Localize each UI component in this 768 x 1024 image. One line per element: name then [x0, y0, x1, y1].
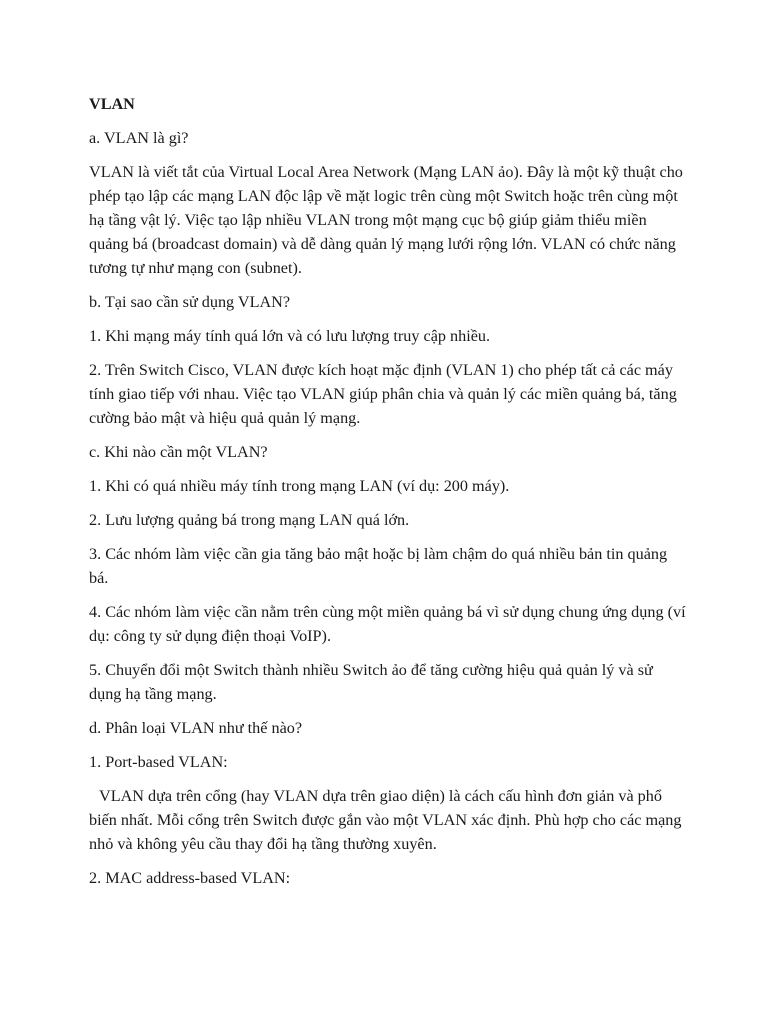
- list-item-port-based: 1. Port-based VLAN:: [89, 753, 228, 771]
- paragraph-port-based-description: VLAN dựa trên cổng (hay VLAN dựa trên giao diện) là cách cấu hình đơn giản và phổ biến nhất. Mỗi cổng trên Switch được gắn vào một VLAN xác định. Phù hợp cho các mạng nhỏ và không yêu cầu thay đổi hạ tầng thường xuyên.: [89, 787, 682, 853]
- list-item-when-2: 2. Lưu lượng quảng bá trong mạng LAN quá lớn.: [89, 511, 410, 529]
- list-item-when-3: 3. Các nhóm làm việc cần gia tăng bảo mật hoặc bị làm chậm do quá nhiều bản tin quảng bá.: [89, 545, 668, 587]
- heading-why-use-vlan: b. Tại sao cần sử dụng VLAN?: [89, 293, 291, 311]
- list-item-when-4: 4. Các nhóm làm việc cần nằm trên cùng một miền quảng bá vì sử dụng chung ứng dụng (ví dụ: công ty sử dụng điện thoại VoIP).: [89, 603, 686, 645]
- list-item-when-1: 1. Khi có quá nhiều máy tính trong mạng LAN (ví dụ: 200 máy).: [89, 477, 510, 495]
- list-item-why-1: 1. Khi mạng máy tính quá lớn và có lưu lượng truy cập nhiều.: [89, 327, 491, 345]
- heading-when-need-vlan: c. Khi nào cần một VLAN?: [89, 443, 268, 461]
- document-title: VLAN: [89, 95, 135, 113]
- list-item-mac-based: 2. MAC address-based VLAN:: [89, 869, 291, 887]
- paragraph-vlan-definition: VLAN là viết tắt của Virtual Local Area Network (Mạng LAN ảo). Đây là một kỹ thuật cho phép tạo lập các mạng LAN độc lập về mặt logic trên cùng một Switch hoặc trên cùng một hạ tầng vật lý. Việc tạo lập nhiều VLAN trong một mạng cục bộ giúp giảm thiểu miền quảng bá (broadcast domain) và dễ dàng quản lý mạng lưới rộng lớn. VLAN có chức năng tương tự như mạng con (subnet).: [89, 163, 683, 277]
- list-item-when-5: 5. Chuyển đổi một Switch thành nhiều Switch ảo để tăng cường hiệu quả quản lý và sử dụng hạ tầng mạng.: [89, 661, 653, 703]
- list-item-why-2: 2. Trên Switch Cisco, VLAN được kích hoạt mặc định (VLAN 1) cho phép tất cả các máy tính giao tiếp với nhau. Việc tạo VLAN giúp phân chia và quản lý các miền quảng bá, tăng cường bảo mật và hiệu quả quản lý mạng.: [89, 361, 677, 427]
- heading-vlan-types: d. Phân loại VLAN như thế nào?: [89, 719, 303, 737]
- heading-what-is-vlan: a. VLAN là gì?: [89, 129, 189, 147]
